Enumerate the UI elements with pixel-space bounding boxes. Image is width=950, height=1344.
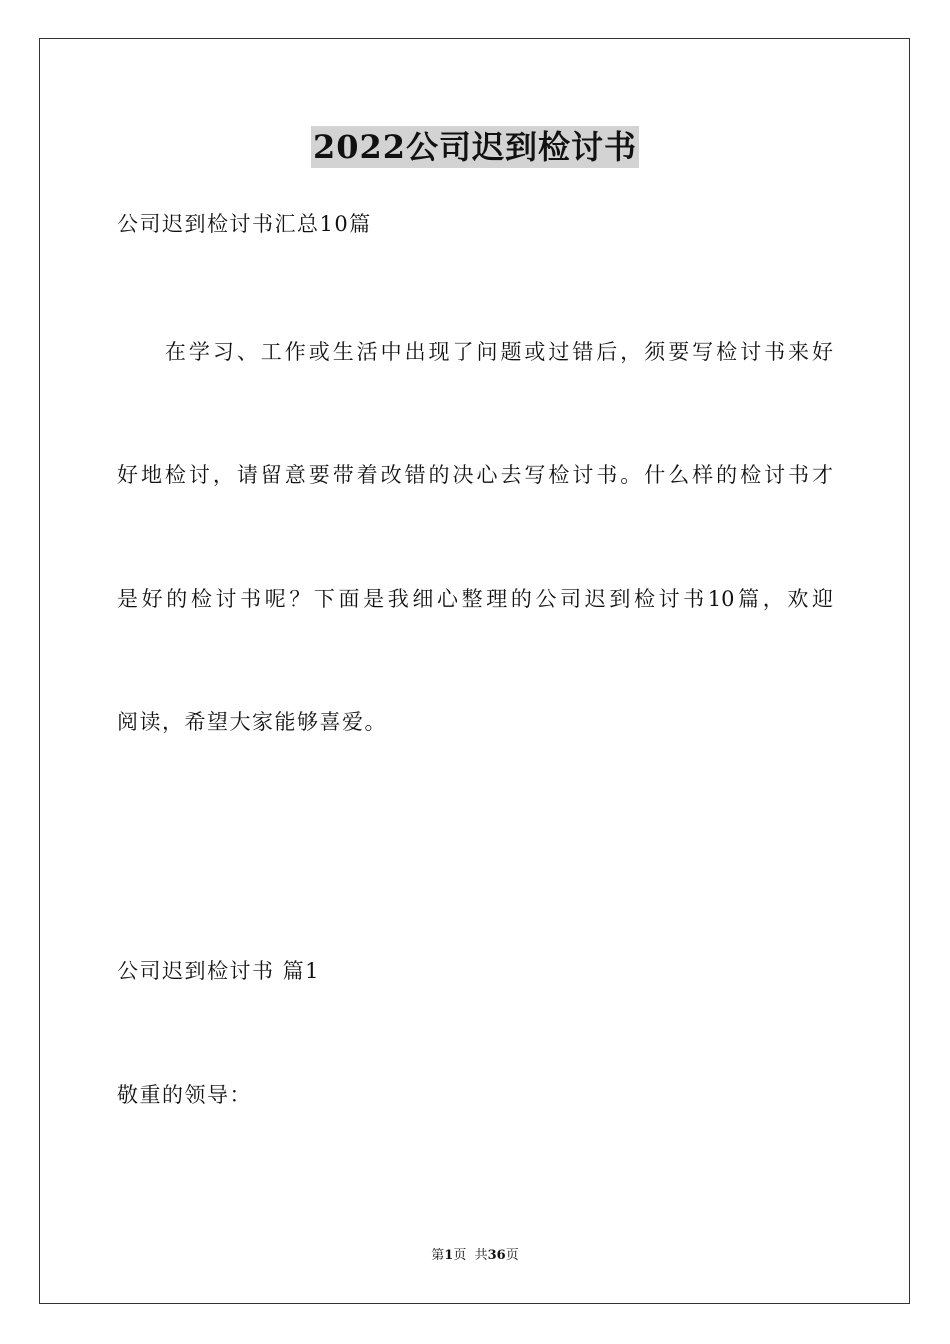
intro-line-2: 好地检讨，请留意要带着改错的决心去写检讨书。什么样的检讨书才	[117, 463, 833, 487]
document-subtitle: 公司迟到检讨书汇总10篇	[117, 212, 372, 236]
salutation: 敬重的领导：	[117, 1083, 252, 1107]
intro-line-4: 阅读，希望大家能够喜爱。	[117, 710, 387, 734]
footer-page-number: 1	[444, 1248, 454, 1263]
footer-mid: 页 共	[453, 1248, 488, 1263]
footer-total-pages: 36	[487, 1248, 506, 1263]
section-heading: 公司迟到检讨书 篇1	[117, 959, 321, 983]
intro-line-3: 是好的检讨书呢？下面是我细心整理的公司迟到检讨书10篇，欢迎	[117, 587, 833, 611]
page-footer	[0, 1247, 950, 1265]
footer-suffix: 页	[505, 1248, 519, 1263]
footer-prefix: 第	[431, 1248, 445, 1263]
document-title: 2022公司迟到检讨书	[312, 128, 638, 166]
title-container	[0, 126, 950, 168]
intro-line-1: 在学习、工作或生活中出现了问题或过错后，须要写检讨书来好	[117, 340, 833, 364]
